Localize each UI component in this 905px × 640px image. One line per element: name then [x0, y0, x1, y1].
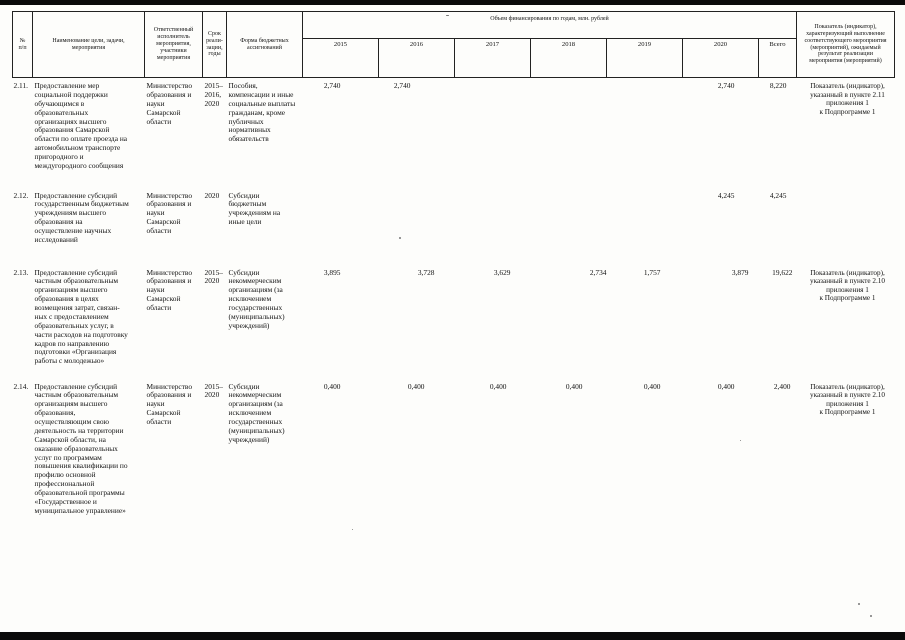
header-year-2018: 2018	[531, 39, 607, 78]
row-task: Предоставление субсидий частным образовательным организациям высшего образования в целях возмещения затрат, связан- ных с предоставлением образовательных услуг, в части расходов на подготовку кадров по направлению подготовки «Организация работы с молодежью»	[34, 267, 128, 366]
row-term: 2015– 2020	[204, 267, 223, 286]
row-task: Предоставление мер социальной поддержки обучающимся в образовательных организациях высшего образования Самарской области по оплате проезда на автомобильном транспорте пригородного и междугородного сообщения	[34, 81, 128, 170]
table-body	[13, 78, 895, 539]
header-year-2019: 2019	[607, 39, 683, 78]
row-number: 2.14.	[13, 381, 29, 391]
value-2018: 0,400	[565, 381, 583, 391]
value-2017	[455, 188, 531, 265]
value-2017	[455, 78, 531, 188]
header-executor: Ответственный исполнитель мероприятия, участники мероприятия	[145, 12, 203, 78]
row-executor: Министерство образования и науки Самарской области	[146, 81, 193, 126]
value-2015	[303, 188, 379, 265]
row-indicator	[797, 188, 895, 265]
row-indicator: Показатель (индикатор), указанный в пункте 2.11 приложения 1 к Подпрограмме 1	[810, 82, 885, 116]
row-executor: Министерство образования и науки Самарской области	[146, 381, 193, 426]
header-year-2016: 2016	[379, 39, 455, 78]
row-term: 2015– 2016, 2020	[204, 81, 223, 108]
value-2019: 1,757	[643, 267, 661, 277]
value-2016: 3,728	[417, 267, 435, 277]
value-total: 8,220	[769, 81, 787, 90]
value-2017: 3,629	[493, 267, 511, 277]
row-form: Субсидии некоммерческим организациям (за исключением государственных (муниципальных) учреждений)	[228, 381, 285, 444]
header-form: Форма бюджетных ассигнований	[227, 12, 303, 78]
value-total: 2,400	[773, 381, 791, 391]
row-form: Субсидии некоммерческим организациям (за исключением государственных (муниципальных) учреждений)	[228, 267, 285, 330]
row-number: 2.11.	[13, 81, 29, 90]
value-2018	[531, 78, 607, 188]
row-task: Предоставление субсидий частным образовательным организациям высшего образования, осуществляющим свою деятельность на территории Самарской области, на оказание образовательных услуг по программам повышения квалификации по профилю основной профессиональной образовательной программы «Государственное и муниципальное управление»	[34, 381, 128, 515]
budget-table-sheet	[12, 11, 894, 539]
budget-table	[12, 11, 895, 539]
header-year-2017: 2017	[455, 39, 531, 78]
header-number: № п/п	[13, 12, 33, 78]
scan-speck	[352, 529, 353, 530]
value-2017: 0,400	[489, 381, 507, 391]
scan-speck	[740, 440, 741, 441]
row-indicator: Показатель (индикатор), указанный в пункте 2.10 приложения 1 к Подпрограмме 1	[810, 268, 885, 303]
value-2020: 0,400	[717, 381, 735, 391]
table-row	[13, 78, 895, 188]
value-2020: 3,879	[731, 267, 749, 277]
value-2015: 2,740	[323, 81, 341, 90]
row-executor: Министерство образования и науки Самарской области	[146, 267, 193, 312]
header-indicator: Показатель (индикатор), характеризующий выполнение соответствующего мероприятия (мероприятий), ожидаемый результат реализации мероприятия (мероприятий)	[797, 12, 895, 78]
table-header	[13, 12, 895, 78]
header-task: Наименование цели, задачи, мероприятия	[33, 12, 145, 78]
value-total: 4,245	[769, 190, 787, 200]
table-row	[13, 188, 895, 265]
value-2018: 2,734	[589, 267, 607, 277]
row-indicator: Показатель (индикатор), указанный в пункте 2.10 приложения 1 к Подпрограмме 1	[810, 382, 885, 417]
value-2015: 3,895	[323, 267, 341, 277]
row-form: Субсидии бюджетным учреждениям на иные цели	[228, 190, 281, 227]
scan-top-edge	[0, 0, 905, 5]
scan-speck	[858, 603, 860, 605]
header-total: Всего	[759, 39, 797, 78]
header-year-2020: 2020	[683, 39, 759, 78]
value-2016: 2,740	[393, 81, 411, 90]
value-2016	[379, 188, 455, 265]
scan-speck	[870, 615, 872, 617]
value-2015: 0,400	[323, 381, 341, 391]
header-funding: Объем финансирования по годам, млн. рублей	[303, 12, 797, 39]
scan-speck	[446, 15, 449, 16]
row-number: 2.13.	[13, 267, 29, 277]
value-2016: 0,400	[407, 381, 425, 391]
row-term: 2015– 2020	[204, 381, 223, 400]
table-row	[13, 265, 895, 379]
header-term: Срок реали- зации, годы	[203, 12, 227, 78]
scan-bottom-edge	[0, 632, 905, 640]
row-number: 2.12.	[13, 190, 29, 200]
value-2018	[531, 188, 607, 265]
header-year-2015: 2015	[303, 39, 379, 78]
row-term: 2020	[204, 190, 220, 200]
value-2019	[607, 188, 683, 265]
row-task: Предоставление субсидий государственным бюджетным учреждениям высшего образования на осуществление научных исследований	[34, 190, 129, 244]
value-2019: 0,400	[643, 381, 661, 391]
scan-speck	[399, 237, 401, 239]
value-total: 19,622	[772, 267, 793, 277]
value-2020: 4,245	[717, 190, 735, 200]
value-2019	[607, 78, 683, 188]
table-row	[13, 379, 895, 539]
row-executor: Министерство образования и науки Самарской области	[146, 190, 193, 235]
value-2020: 2,740	[717, 81, 735, 90]
row-form: Пособия, компенсации и иные социальные выплаты гражданам, кроме публичных нормативных обязательств	[228, 81, 296, 144]
